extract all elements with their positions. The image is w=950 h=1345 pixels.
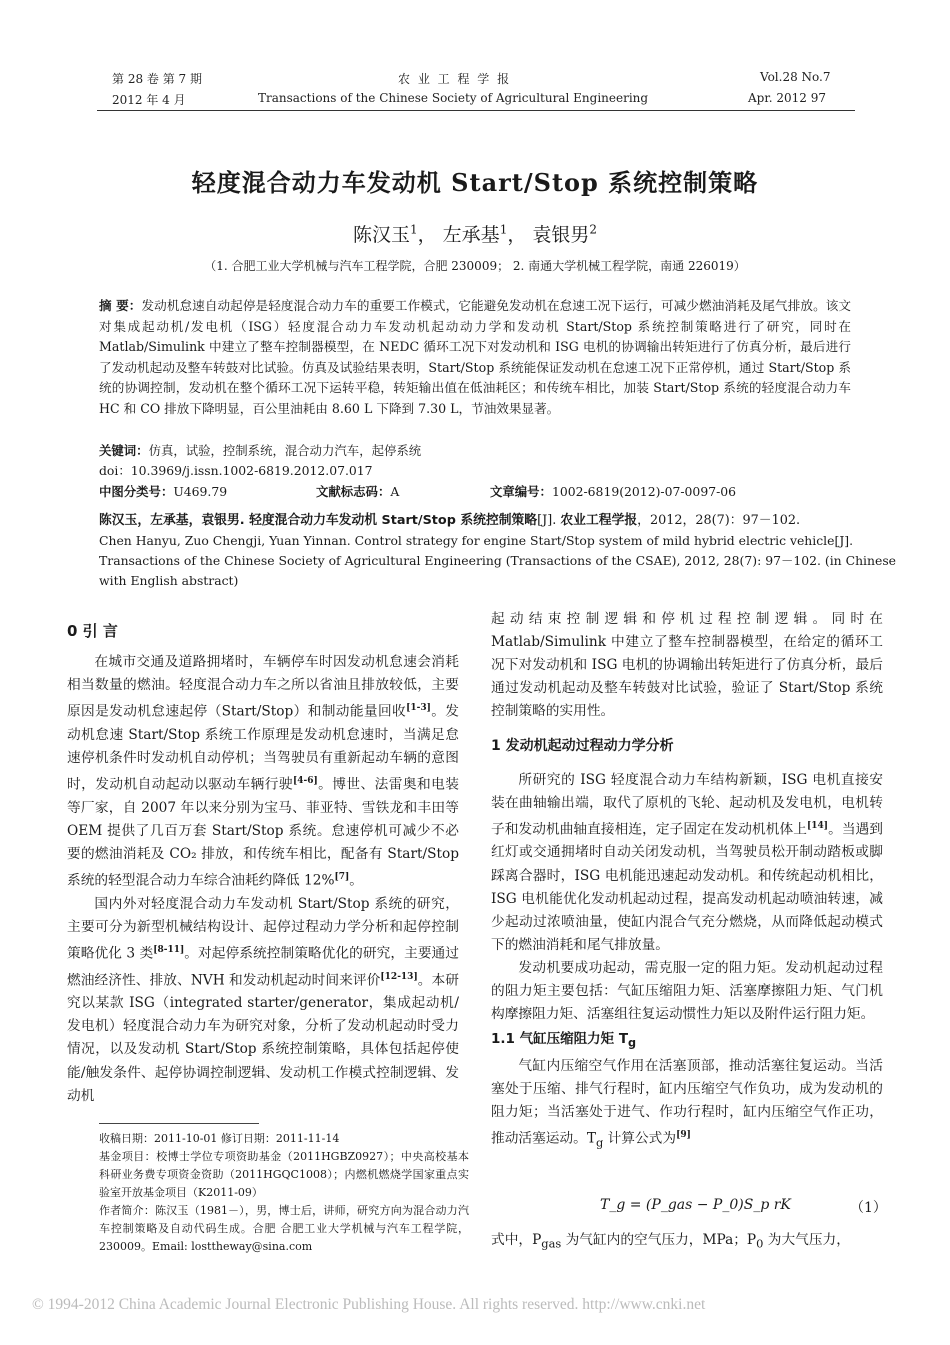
clc-number: U469.79 — [173, 484, 228, 499]
section-heading-1-1 — [491, 1028, 883, 1055]
subscript: g — [595, 1135, 604, 1150]
paragraph-text: 为大气压力， — [763, 1232, 850, 1248]
paragraph: 起动结束控制逻辑和停机过程控制逻辑。同时在 Matlab/Simulink 中建立了整车控制器模型，在给定的循环工况下对发动机和 ISG 电机的协调输出转矩进行了仿真分析，最后通过发动机起动及整车转鼓对比试验，验证了 Start/Stop 系统控制策略的实用性。 — [491, 611, 883, 720]
footnote-funding: 基金项目：校博士学位专项资助基金（2011HGBZ0927）；中央高校基本科研业务费专项资金资助（2011HGQC1008）；内燃机燃烧学国家重点实验室开放基金项目（K2011-09） — [99, 1150, 469, 1199]
section-heading-intro: 0 引 言 — [67, 622, 118, 640]
left-column — [67, 620, 459, 1108]
equation-1: T_g = (P_gas − P_0)S_p rK — [600, 1197, 791, 1213]
equation-number: （1） — [850, 1200, 887, 1216]
citation-ref: [4-6] — [292, 776, 318, 787]
author-sep: ， — [507, 224, 527, 246]
paragraph-text: 。博世、法雷奥和电装等厂家，自 2007 年以来分别为宝马、菲亚特、雪铁龙和丰田等 OEM 提供了几百万套 Start/Stop 系统。怠速停机可减少不必要的燃油消耗及 CO₂ 排放，和传统车相比，配备有 Start/Stop 系统的轻型混合动力车综合油耗约降低 12% — [67, 776, 459, 889]
paragraph-text: 。发动机怠速 Start/Stop 系统工作原理是发动机怠速时，当满足怠速停机条件时发动机自动停机；当驾驶员有重新起动车辆的意图时，发动机自动起动以驱动车辆行驶 — [67, 703, 459, 793]
author-affil-mark: 2 — [589, 222, 598, 237]
affiliations: （1. 合肥工业大学机械与汽车工程学院，合肥 230009； 2. 南通大学机械工程学院，南通 226019） — [204, 259, 746, 273]
abstract-text: 发动机怠速自动起停是轻度混合动力车的重要工作模式，它能避免发动机在怠速工况下运行，可减少燃油消耗及尾气排放。该文对集成起动机/发电机（ISG）轻度混合动力车发动机起动动力学和发动机 Start/Stop 系统控制策略进行了研究，同时在 Matlab/Simulink 中建立了整车控制器模型，在 NEDC 循环工况下对发动机和 ISG 电机的协调输出转矩进行了仿真分析，最后进行了发动机起动及整车转鼓对比试验。仿真及试验结果表明，Start/Stop 系统能保证发动机在怠速工况下正常停机，通过 Start/Stop 系统的协调控制，发动机在整个循环工况下运转平稳，转矩输出值在低油耗区；和传统车相比，加装 Start/Stop 系统的轻度混合动力车 HC 和 CO 排放下降明显，百公里油耗由 8.60 L 下降到 7.30 L，节油效果显著。 — [99, 298, 852, 416]
copyright-notice: © 1994-2012 China Academic Journal Electronic Publishing House. All rights reserved. http://www.cnki.net — [32, 1296, 706, 1313]
author-affil-mark: 1 — [409, 222, 418, 237]
paragraph — [67, 893, 459, 1108]
subscript: 0 — [756, 1236, 764, 1251]
author-name: 左承基 — [442, 224, 500, 246]
citation-ref: [14] — [806, 820, 829, 831]
footnote-author-bio: 作者简介：陈汉玉（1981－），男，博士后，讲师，研究方向为混合动力汽车控制策略及自动代码生成。合肥 合肥工业大学机械与汽车工程学院，230009。Email: losttheway@sina.com — [99, 1204, 469, 1253]
clc-line — [99, 482, 227, 502]
clc-label: 中图分类号： — [99, 484, 174, 499]
paper-title: 轻度混合动力车发动机 Start/Stop 系统控制策略 — [191, 168, 759, 197]
abstract — [99, 296, 851, 419]
subscript: gas — [541, 1236, 562, 1251]
citation-en-line1: Chen Hanyu, Zuo Chengji, Yuan Yinnan. Control strategy for engine Start/Stop system of mild hybrid electric vehicle[J]. — [99, 533, 854, 548]
paragraph: 发动机要成功起动，需克服一定的阻力矩。发动机起动过程的阻力矩主要包括：气缸压缩阻力矩、活塞摩擦阻力矩、气门机构摩擦阻力矩、活塞组往复运动惯性力矩以及附件运行阻力矩。 — [491, 959, 883, 1023]
heading-text: 1.1 气缸压缩阻力矩 T — [491, 1031, 629, 1048]
citation-ref: [9] — [676, 1130, 691, 1141]
section-heading-1: 1 发动机起动过程动力学分析 — [491, 738, 674, 755]
header-date-cn: 2012 年 4 月 — [112, 93, 186, 107]
article-no-label: 文章编号： — [490, 484, 552, 499]
paragraph-text: 。当遇到红灯或交通拥堵时自动关闭发动机，当驾驶员松开制动踏板或脚踩离合器时，ISG 电机能迅速起动发动机。和传统起动机相比，ISG 电机能优化发动机起动过程，提高发动机起动喷油转速，减少起动过浓喷油量，使缸内混合气充分燃烧，从而降低起动模式下的燃油消耗和尾气排放量。 — [491, 821, 883, 953]
header-volume-issue: 第 28 卷 第 7 期 — [112, 72, 202, 86]
citation-cn-bold: 陈汉玉，左承基，袁银男. 轻度混合动力车发动机 Start/Stop 系统控制策略 — [99, 513, 538, 528]
article-no: 1002-6819(2012)-07-0097-06 — [551, 484, 737, 499]
paragraph-text: 式中，P — [491, 1232, 542, 1248]
keywords-label: 关键词： — [99, 443, 149, 458]
paragraph-text: 为气缸内的空气压力，MPa；P — [561, 1232, 757, 1248]
citation-cn-type: [J]. — [537, 513, 561, 528]
author-sep: ， — [417, 224, 437, 246]
paragraph-text: 。对起停系统控制策略优化的研究，主要通过燃油经济性、排放、NVH 和发动机起动时间来评价 — [67, 945, 459, 989]
citation-en-line2: Transactions of the Chinese Society of Agricultural Engineering (Transactions of the CSAE), 2012, 28(7): 97－102. (in Chinese — [99, 553, 897, 568]
citation-en-line3: with English abstract) — [99, 573, 239, 588]
paragraph-text: 国内外对轻度混合动力车发动机 Start/Stop 系统的研究，主要可分为新型机械结构设计、起停过程动力学分析和起停控制策略优化 3 类 — [67, 895, 459, 962]
right-column — [491, 608, 883, 1155]
right-column-tail — [491, 1229, 883, 1256]
author-name: 陈汉玉 — [352, 224, 410, 246]
paragraph-text: 计算公式为 — [603, 1130, 677, 1147]
citation-cn — [99, 511, 800, 531]
header-journal-en: Transactions of the Chinese Society of Agricultural Engineering — [258, 91, 649, 105]
keywords-line — [99, 441, 421, 461]
footnote-dates: 收稿日期：2011-10-01 修订日期：2011-11-14 — [99, 1132, 340, 1145]
paragraph — [491, 769, 883, 957]
article-no-line — [490, 482, 736, 502]
author-affil-mark: 1 — [499, 222, 508, 237]
header-date-page: Apr. 2012 97 — [748, 91, 827, 105]
paragraph — [67, 651, 459, 893]
heading-subscript: g — [628, 1036, 637, 1050]
paragraph-text: 在城市交通及道路拥堵时，车辆停车时因发动机怠速会消耗相当数量的燃油。轻度混合动力车之所以省油且排放较低，主要原因是发动机怠速起停（Start/Stop）和制动能量回收 — [67, 654, 459, 720]
header-journal-cn: 农 业 工 程 学 报 — [398, 72, 512, 86]
citation-ref: [1-3] — [406, 703, 431, 714]
doi: doi：10.3969/j.issn.1002-6819.2012.07.017 — [99, 463, 373, 478]
citation-ref: [7] — [334, 872, 350, 883]
doc-code: A — [390, 484, 400, 499]
header-vol-no: Vol.28 No.7 — [760, 70, 831, 84]
abstract-label: 摘 要： — [99, 298, 142, 313]
citation-ref: [8-11] — [153, 944, 185, 955]
citation-cn-tail: ，2012，28(7)：97－102. — [637, 513, 801, 528]
author-list — [0, 220, 950, 247]
paragraph-text: 气缸内压缩空气作用在活塞顶部，推动活塞往复运动。当活塞处于压缩、排气行程时，缸内压缩空气作负功，成为发动机的阻力矩；当活塞处于进气、作功行程时，缸内压缩空气作正功，推动活塞运动。T — [491, 1057, 883, 1147]
paragraph-text: 。 — [349, 872, 363, 889]
keywords: 仿真，试验，控制系统，混合动力汽车，起停系统 — [148, 443, 422, 458]
footnote-rule — [99, 1123, 259, 1124]
paragraph — [491, 1229, 883, 1256]
footnote — [99, 1130, 469, 1256]
doc-code-line — [316, 482, 399, 502]
citation-cn-journal: 农业工程学报 — [560, 513, 638, 528]
author-name: 袁银男 — [532, 224, 590, 246]
paragraph-text: 所研究的 ISG 轻度混合动力车结构新颖，ISG 电机直接安装在曲轴输出端，取代了原机的飞轮、起动机及发电机，电机转子和发动机曲轴直接相连，定子固定在发动机机体上 — [491, 771, 883, 838]
doc-code-label: 文献标志码： — [316, 484, 391, 499]
header-rule — [97, 110, 855, 111]
citation-ref: [12-13] — [380, 971, 418, 982]
paragraph-text: 。本研究以某款 ISG（integrated starter/generator，集成起动机/发电机）轻度混合动力车为研究对象，分析了发动机起动时受力情况，以及发动机 Start/Stop 系统控制策略，具体包括起停使能/触发条件、起停协调控制逻辑、发动机工作模式控制逻辑、发动机 — [67, 972, 459, 1104]
paragraph — [491, 1055, 883, 1155]
